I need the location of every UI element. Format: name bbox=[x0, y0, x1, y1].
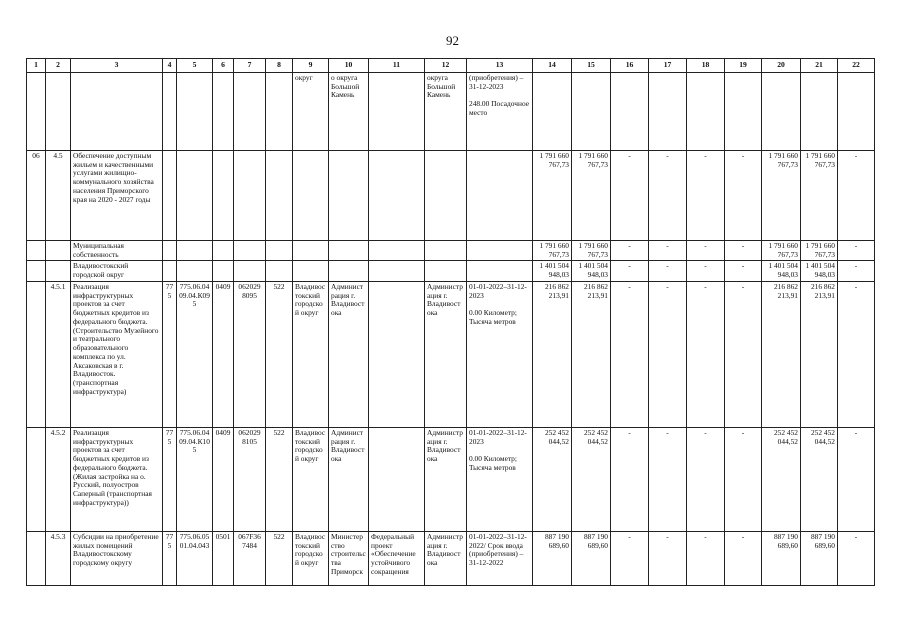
cell-col-12: Администрация г. Владивостока bbox=[425, 281, 467, 427]
cell-col-17: - bbox=[649, 427, 687, 531]
column-header-13: 13 bbox=[467, 59, 533, 73]
cell-col-16: - bbox=[611, 150, 649, 240]
cell-col-9: Владивостокский городской округ bbox=[293, 427, 329, 531]
cell-col-11 bbox=[369, 150, 425, 240]
table-row bbox=[27, 150, 875, 240]
cell-col-12: округа Большой Камень bbox=[425, 72, 467, 150]
cell-col-16 bbox=[611, 72, 649, 150]
page-number: 92 bbox=[446, 33, 459, 48]
cell-col-19: - bbox=[725, 531, 762, 585]
cell-col-21: 252 452 044,52 bbox=[801, 427, 838, 531]
cell-col-3: Реализация инфраструктурных проектов за счет бюджетных кредитов из федерального бюджета. (Жилая застройка на о. Русский, полуостров Саперный (транспортная инфраструктура)) bbox=[71, 427, 163, 531]
table-row bbox=[27, 261, 875, 281]
column-header-12: 12 bbox=[425, 59, 467, 73]
cell-col-19: - bbox=[725, 281, 762, 427]
cell-col-22: - bbox=[838, 150, 875, 240]
cell-col-15 bbox=[572, 72, 611, 150]
cell-col-12 bbox=[425, 240, 467, 260]
cell-col-7: 062029 8095 bbox=[234, 281, 266, 427]
cell-col-18: - bbox=[687, 150, 725, 240]
cell-col-17: - bbox=[649, 261, 687, 281]
cell-col-2: 4.5.3 bbox=[46, 531, 71, 585]
cell-col-6: 0501 bbox=[213, 531, 234, 585]
cell-col-7 bbox=[234, 261, 266, 281]
cell-col-1 bbox=[27, 531, 46, 585]
cell-col-6 bbox=[213, 261, 234, 281]
cell-col-20: 216 862 213,91 bbox=[762, 281, 801, 427]
cell-col-16: - bbox=[611, 281, 649, 427]
cell-col-19: - bbox=[725, 240, 762, 260]
cell-col-16: - bbox=[611, 427, 649, 531]
cell-col-2 bbox=[46, 240, 71, 260]
cell-col-6: 0409 bbox=[213, 281, 234, 427]
cell-col-10: Администрация г. Владивостока bbox=[329, 281, 369, 427]
cell-col-15: 216 862 213,91 bbox=[572, 281, 611, 427]
cell-col-5 bbox=[177, 261, 213, 281]
cell-col-15: 1 401 504 948,03 bbox=[572, 261, 611, 281]
cell-col-22: - bbox=[838, 261, 875, 281]
cell-col-10: Администрация г. Владивостока bbox=[329, 427, 369, 531]
cell-col-14: 216 862 213,91 bbox=[533, 281, 572, 427]
cell-col-3: Владивостокский городской округ bbox=[71, 261, 163, 281]
cell-col-22: - bbox=[838, 240, 875, 260]
cell-col-13 bbox=[467, 261, 533, 281]
column-header-16: 16 bbox=[611, 59, 649, 73]
cell-col-18: - bbox=[687, 427, 725, 531]
cell-col-11 bbox=[369, 261, 425, 281]
cell-col-22: - bbox=[838, 427, 875, 531]
cell-col-10: Министерство строительства Приморск bbox=[329, 531, 369, 585]
cell-col-14: 1 401 504 948,03 bbox=[533, 261, 572, 281]
cell-col-16: - bbox=[611, 261, 649, 281]
cell-col-8: 522 bbox=[266, 427, 293, 531]
cell-col-10 bbox=[329, 240, 369, 260]
cell-col-1 bbox=[27, 261, 46, 281]
cell-col-16: - bbox=[611, 240, 649, 260]
cell-col-21: 216 862 213,91 bbox=[801, 281, 838, 427]
data-table bbox=[26, 58, 875, 586]
cell-col-4 bbox=[163, 261, 177, 281]
cell-col-14: 252 452 044,52 bbox=[533, 427, 572, 531]
column-header-6: 6 bbox=[213, 59, 234, 73]
cell-col-5: 775.06.04 09.04.К09 5 bbox=[177, 281, 213, 427]
cell-col-19: - bbox=[725, 150, 762, 240]
cell-col-12 bbox=[425, 261, 467, 281]
cell-col-20: 1 401 504 948,03 bbox=[762, 261, 801, 281]
cell-col-19: - bbox=[725, 261, 762, 281]
cell-col-8 bbox=[266, 261, 293, 281]
cell-col-15: 1 791 660 767,73 bbox=[572, 150, 611, 240]
cell-col-15: 887 190 689,60 bbox=[572, 531, 611, 585]
table-row bbox=[27, 281, 875, 427]
column-header-8: 8 bbox=[266, 59, 293, 73]
cell-col-17: - bbox=[649, 150, 687, 240]
cell-col-19 bbox=[725, 72, 762, 150]
cell-col-5: 775.06.05 01.04.043 bbox=[177, 531, 213, 585]
column-header-9: 9 bbox=[293, 59, 329, 73]
cell-col-16: - bbox=[611, 531, 649, 585]
cell-col-6 bbox=[213, 72, 234, 150]
cell-col-17: - bbox=[649, 240, 687, 260]
cell-col-14: 1 791 660 767,73 bbox=[533, 240, 572, 260]
cell-col-5 bbox=[177, 240, 213, 260]
cell-col-22: - bbox=[838, 281, 875, 427]
cell-col-12 bbox=[425, 150, 467, 240]
cell-col-8: 522 bbox=[266, 531, 293, 585]
cell-col-13: 01-01-2022–31-12-2023 0.00 Километр; Тысяча метров bbox=[467, 281, 533, 427]
cell-col-8 bbox=[266, 150, 293, 240]
cell-col-7: 067F36 7484 bbox=[234, 531, 266, 585]
cell-col-20: 252 452 044,52 bbox=[762, 427, 801, 531]
column-header-21: 21 bbox=[801, 59, 838, 73]
cell-col-9 bbox=[293, 261, 329, 281]
cell-col-5: 775.06.04 09.04.К10 5 bbox=[177, 427, 213, 531]
column-header-11: 11 bbox=[369, 59, 425, 73]
cell-col-4: 775 bbox=[163, 531, 177, 585]
cell-col-15: 252 452 044,52 bbox=[572, 427, 611, 531]
cell-col-4 bbox=[163, 240, 177, 260]
cell-col-4: 775 bbox=[163, 427, 177, 531]
column-header-18: 18 bbox=[687, 59, 725, 73]
cell-col-2: 4.5 bbox=[46, 150, 71, 240]
cell-col-9 bbox=[293, 150, 329, 240]
cell-col-6 bbox=[213, 150, 234, 240]
cell-col-11 bbox=[369, 281, 425, 427]
cell-col-14 bbox=[533, 72, 572, 150]
cell-col-20: 1 791 660 767,73 bbox=[762, 240, 801, 260]
cell-col-2 bbox=[46, 261, 71, 281]
cell-col-21 bbox=[801, 72, 838, 150]
cell-col-1: 06 bbox=[27, 150, 46, 240]
cell-col-18: - bbox=[687, 531, 725, 585]
column-header-2: 2 bbox=[46, 59, 71, 73]
cell-col-7 bbox=[234, 150, 266, 240]
cell-col-8 bbox=[266, 240, 293, 260]
cell-col-17 bbox=[649, 72, 687, 150]
cell-col-10 bbox=[329, 261, 369, 281]
cell-col-14: 1 791 660 767,73 bbox=[533, 150, 572, 240]
cell-col-9 bbox=[293, 240, 329, 260]
cell-col-17: - bbox=[649, 531, 687, 585]
cell-col-3: Субсидии на приобретение жилых помещений Владивостокскому городскому округу bbox=[71, 531, 163, 585]
cell-col-7: 062029 8105 bbox=[234, 427, 266, 531]
cell-col-21: 1 401 504 948,03 bbox=[801, 261, 838, 281]
cell-col-1 bbox=[27, 281, 46, 427]
cell-col-5 bbox=[177, 150, 213, 240]
cell-col-20: 1 791 660 767,73 bbox=[762, 150, 801, 240]
cell-col-18 bbox=[687, 72, 725, 150]
cell-col-11 bbox=[369, 72, 425, 150]
cell-col-4 bbox=[163, 150, 177, 240]
cell-col-19: - bbox=[725, 427, 762, 531]
column-header-10: 10 bbox=[329, 59, 369, 73]
column-header-17: 17 bbox=[649, 59, 687, 73]
table-row bbox=[27, 427, 875, 531]
cell-col-1 bbox=[27, 427, 46, 531]
table-row bbox=[27, 531, 875, 585]
table-row bbox=[27, 72, 875, 150]
cell-col-11: Федеральный проект «Обеспечение устойчивого сокращения bbox=[369, 531, 425, 585]
cell-col-3: Реализация инфраструктурных проектов за счет бюджетных кредитов из федерального бюджета. (Строительство Музейного и театрального образовательного комплекса по ул. Аксаковская в г. Владивосток. (транспортная инфраструктура) bbox=[71, 281, 163, 427]
cell-col-6 bbox=[213, 240, 234, 260]
cell-col-18: - bbox=[687, 261, 725, 281]
column-header-1: 1 bbox=[27, 59, 46, 73]
cell-col-11 bbox=[369, 240, 425, 260]
cell-col-7 bbox=[234, 72, 266, 150]
cell-col-18: - bbox=[687, 281, 725, 427]
cell-col-7 bbox=[234, 240, 266, 260]
cell-col-13: (приобретения) – 31-12-2023 248.00 Посадочное место bbox=[467, 72, 533, 150]
cell-col-3: Муниципальная собственность bbox=[71, 240, 163, 260]
cell-col-22 bbox=[838, 72, 875, 150]
cell-col-20: 887 190 689,60 bbox=[762, 531, 801, 585]
cell-col-1 bbox=[27, 72, 46, 150]
cell-col-9: округ bbox=[293, 72, 329, 150]
cell-col-1 bbox=[27, 240, 46, 260]
column-header-19: 19 bbox=[725, 59, 762, 73]
column-header-15: 15 bbox=[572, 59, 611, 73]
cell-col-21: 1 791 660 767,73 bbox=[801, 150, 838, 240]
cell-col-12: Администрация г. Владивостока bbox=[425, 531, 467, 585]
cell-col-4 bbox=[163, 72, 177, 150]
cell-col-13: 01-01-2022–31-12-2022/ Срок ввода (приобретения) – 31-12-2022 bbox=[467, 531, 533, 585]
cell-col-13 bbox=[467, 240, 533, 260]
column-header-20: 20 bbox=[762, 59, 801, 73]
cell-col-10 bbox=[329, 150, 369, 240]
cell-col-8 bbox=[266, 72, 293, 150]
cell-col-9: Владивостокский городской округ bbox=[293, 281, 329, 427]
column-header-4: 4 bbox=[163, 59, 177, 73]
cell-col-12: Администрация г. Владивостока bbox=[425, 427, 467, 531]
cell-col-22: - bbox=[838, 531, 875, 585]
cell-col-13: 01-01-2022–31-12-2023 0.00 Километр; Тысяча метров bbox=[467, 427, 533, 531]
cell-col-11 bbox=[369, 427, 425, 531]
cell-col-20 bbox=[762, 72, 801, 150]
cell-col-13 bbox=[467, 150, 533, 240]
cell-col-2: 4.5.2 bbox=[46, 427, 71, 531]
cell-col-10: о округа Большой Камень bbox=[329, 72, 369, 150]
cell-col-3: Обеспечение доступным жильем и качественными услугами жилищно-коммунального хозяйства населения Приморского края на 2020 - 2027 годы bbox=[71, 150, 163, 240]
cell-col-18: - bbox=[687, 240, 725, 260]
cell-col-17: - bbox=[649, 281, 687, 427]
cell-col-2 bbox=[46, 72, 71, 150]
column-header-22: 22 bbox=[838, 59, 875, 73]
cell-col-4: 775 bbox=[163, 281, 177, 427]
header-row bbox=[27, 59, 875, 73]
cell-col-15: 1 791 660 767,73 bbox=[572, 240, 611, 260]
cell-col-9: Владивостокский городской округ bbox=[293, 531, 329, 585]
cell-col-3 bbox=[71, 72, 163, 150]
column-header-14: 14 bbox=[533, 59, 572, 73]
cell-col-5 bbox=[177, 72, 213, 150]
cell-col-2: 4.5.1 bbox=[46, 281, 71, 427]
cell-col-8: 522 bbox=[266, 281, 293, 427]
cell-col-21: 887 190 689,60 bbox=[801, 531, 838, 585]
cell-col-14: 887 190 689,60 bbox=[533, 531, 572, 585]
column-header-7: 7 bbox=[234, 59, 266, 73]
column-header-3: 3 bbox=[71, 59, 163, 73]
column-header-5: 5 bbox=[177, 59, 213, 73]
cell-col-21: 1 791 660 767,73 bbox=[801, 240, 838, 260]
cell-col-6: 0409 bbox=[213, 427, 234, 531]
table-row bbox=[27, 240, 875, 260]
